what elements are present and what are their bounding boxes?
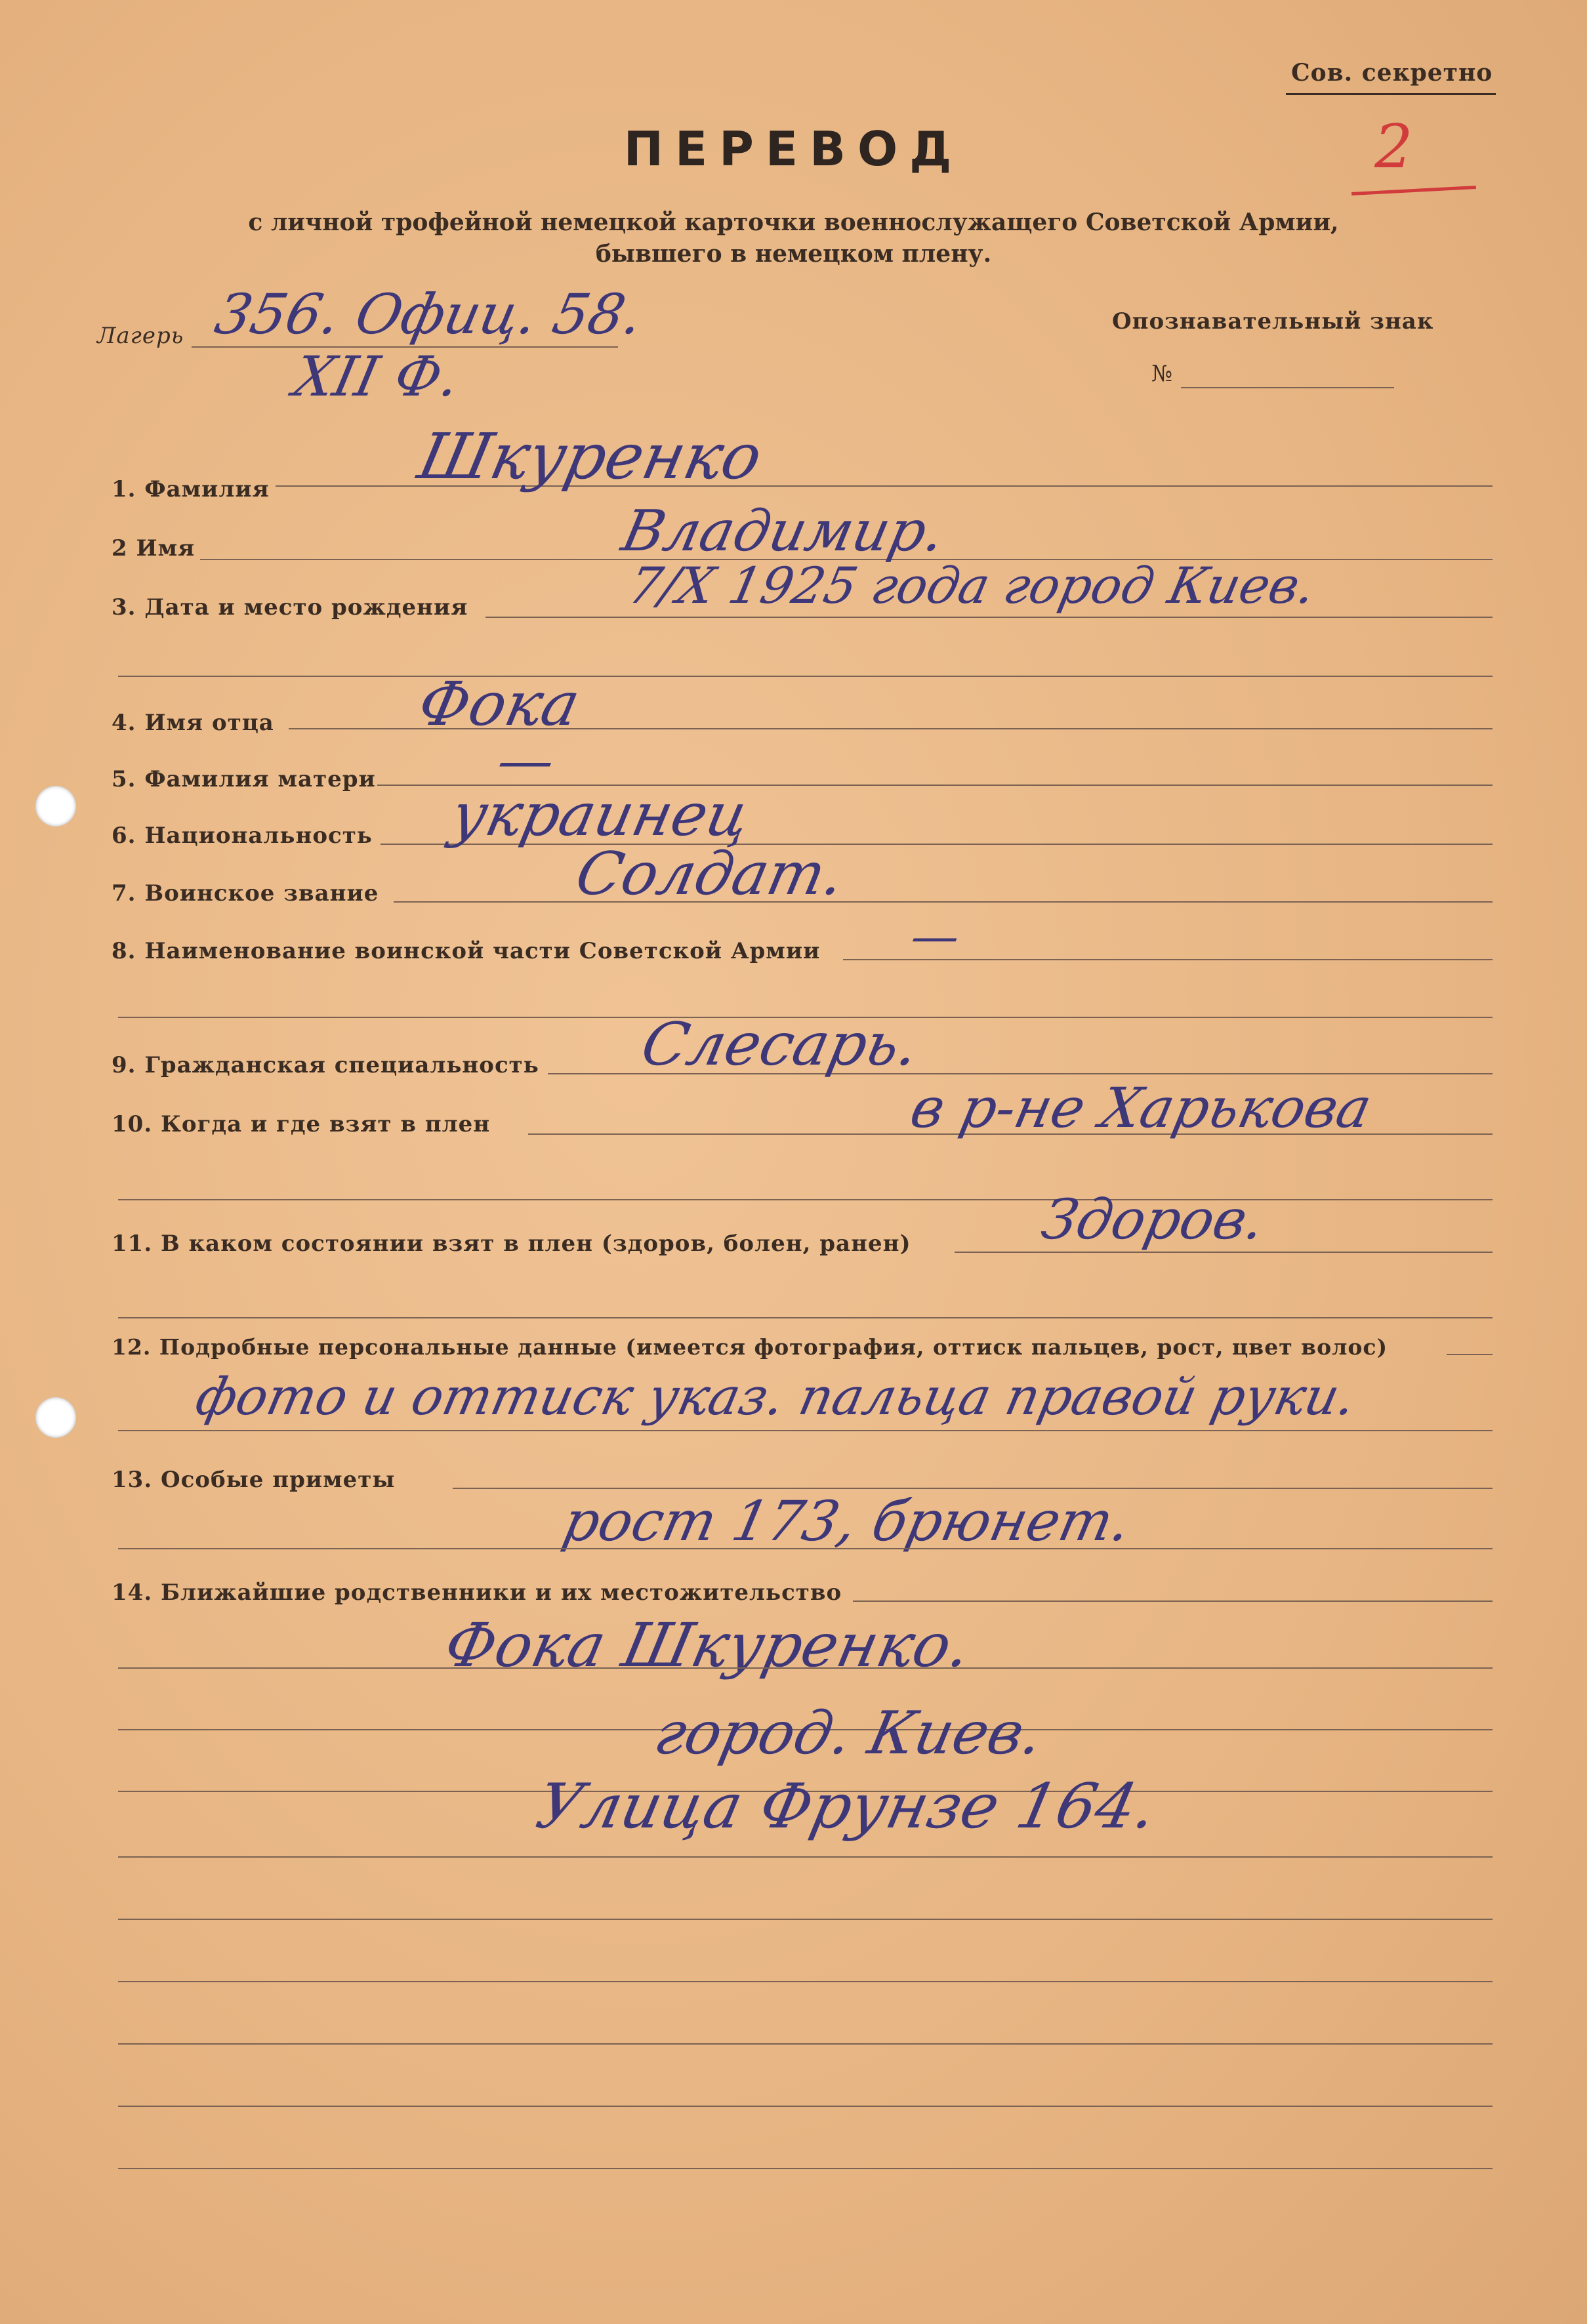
blank-rule bbox=[118, 2168, 1493, 2169]
subtitle-line-1: с личной трофейной немецкой карточки военнослужащего Советской Армии, bbox=[248, 209, 1339, 236]
birth-rule bbox=[485, 617, 1493, 618]
personal-rule bbox=[1447, 1354, 1493, 1355]
profession-value: Слесарь. bbox=[635, 1010, 925, 1079]
mother-value: — bbox=[491, 728, 561, 792]
subtitle-line-2: бывшего в немецком плену. bbox=[595, 240, 992, 268]
nationality-value: украинец bbox=[445, 781, 756, 849]
condition-value: Здоров. bbox=[1036, 1187, 1271, 1252]
id-tag-number-label: № bbox=[1151, 361, 1174, 387]
birth-extra-rule bbox=[118, 676, 1493, 677]
condition-rule bbox=[955, 1252, 1493, 1253]
blank-rule bbox=[118, 2043, 1493, 2045]
rank-rule bbox=[394, 901, 1493, 903]
captured-value: в р-не Харькова bbox=[905, 1076, 1377, 1140]
captured-extra-rule bbox=[118, 1199, 1493, 1200]
marks-extra-rule bbox=[118, 1548, 1493, 1549]
relatives-value-line-2: город. Киев. bbox=[648, 1699, 1049, 1768]
camp-label: Лагерь bbox=[97, 323, 184, 349]
blank-rule bbox=[118, 1919, 1493, 1920]
blank-rule bbox=[118, 1856, 1493, 1858]
sheet-number-underline bbox=[1351, 186, 1476, 195]
birth-label: 3. Дата и место рождения bbox=[112, 594, 468, 621]
relatives-value-line-3: Улица Фрунзе 164. bbox=[530, 1771, 1163, 1843]
profession-label: 9. Гражданская специальность bbox=[112, 1052, 539, 1078]
father-value: Фока bbox=[412, 669, 586, 739]
personal-label: 12. Подробные персональные данные (имеется фотография, оттиск пальцев, рост, цвет волос) bbox=[112, 1334, 1388, 1360]
surname-value: Шкуренко bbox=[412, 420, 769, 493]
punch-hole bbox=[35, 1397, 76, 1438]
personal-extra-rule bbox=[118, 1430, 1493, 1431]
marks-value: рост 173, брюнет. bbox=[557, 1489, 1137, 1553]
camp-value-line-1: 356. Офиц. 58. bbox=[209, 282, 649, 346]
condition-extra-rule bbox=[118, 1317, 1493, 1318]
relatives-value-line-1: Фока Шкуренко. bbox=[438, 1610, 977, 1681]
marks-label: 13. Особые приметы bbox=[112, 1467, 396, 1493]
page-title: ПЕРЕВОД bbox=[623, 121, 964, 176]
blank-rule bbox=[118, 1981, 1493, 1982]
sheet-number: 2 bbox=[1374, 112, 1413, 182]
birth-value: 7/X 1925 года город Киев. bbox=[623, 556, 1321, 615]
mother-label: 5. Фамилия матери bbox=[112, 766, 376, 792]
nationality-label: 6. Национальность bbox=[112, 823, 373, 849]
relatives-label: 14. Ближайшие родственники и их местожительство bbox=[112, 1580, 842, 1606]
unit-label: 8. Наименование воинской части Советской Армии bbox=[112, 938, 821, 964]
id-tag-label: Опознавательный знак bbox=[1112, 308, 1434, 335]
blank-rule bbox=[118, 2106, 1493, 2107]
rank-value: Солдат. bbox=[569, 840, 851, 908]
rank-label: 7. Воинское звание bbox=[112, 880, 379, 907]
personal-value: фото и оттиск указ. пальца правой руки. bbox=[190, 1368, 1361, 1427]
unit-value: — bbox=[906, 908, 965, 964]
name-value: Владимир. bbox=[616, 499, 951, 564]
surname-label: 1. Фамилия bbox=[112, 476, 270, 502]
father-label: 4. Имя отца bbox=[112, 710, 274, 736]
captured-label: 10. Когда и где взят в плен bbox=[112, 1111, 491, 1137]
camp-value-line-2: XII Ф. bbox=[288, 344, 466, 409]
classification-underline bbox=[1286, 93, 1496, 95]
classification-stamp: Сов. секретно bbox=[1291, 59, 1493, 87]
name-label: 2 Имя bbox=[112, 535, 196, 561]
id-tag-rule bbox=[1181, 387, 1394, 388]
relatives-extra-rule-1 bbox=[118, 1667, 1493, 1669]
condition-label: 11. В каком состоянии взят в плен (здоров, болен, ранен) bbox=[112, 1231, 911, 1257]
relatives-rule bbox=[853, 1600, 1493, 1602]
punch-hole bbox=[35, 786, 76, 826]
